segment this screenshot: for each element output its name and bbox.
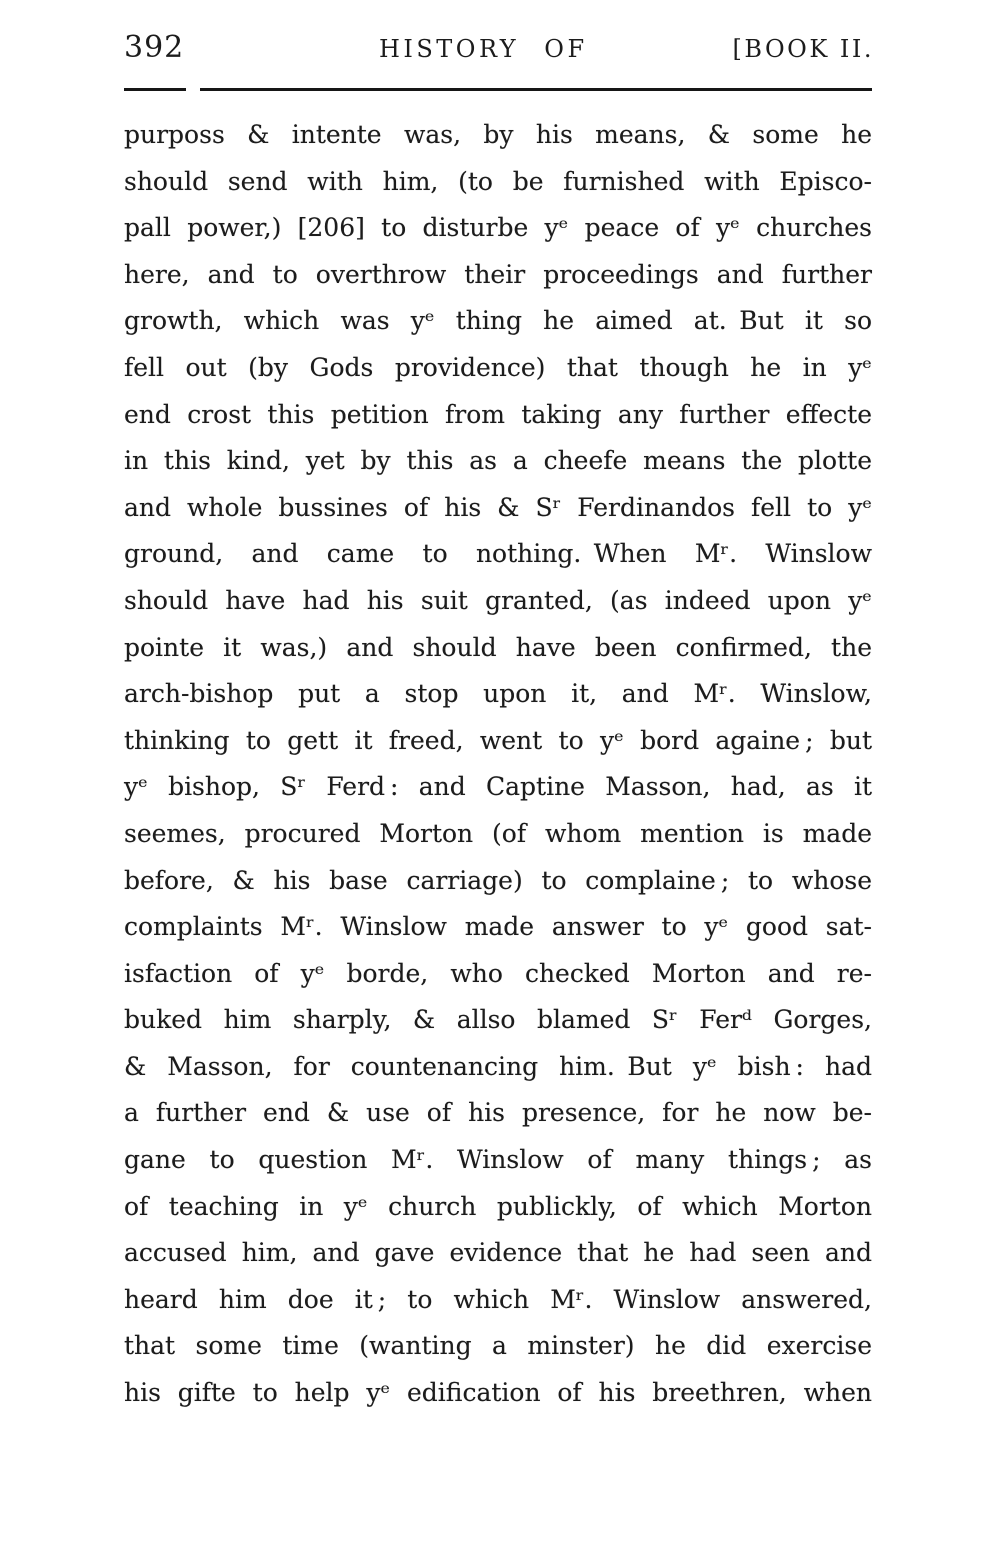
text-line: and whole bussines of his & Sʳ Ferdinandos fell to yᵉ (124, 492, 872, 522)
text-line: seemes, procured Morton (of whom mention is made (124, 818, 872, 848)
book-section-label: [BOOK II. (732, 35, 874, 63)
text-line: isfaction of yᵉ borde, who checked Morton and re- (124, 958, 872, 988)
page-number: 392 (124, 30, 185, 65)
text-line: ground, and came to nothing. When Mʳ. Winslow (124, 539, 872, 569)
header-rule (124, 88, 872, 91)
text-line: fell out (by Gods providence) that though he in yᵉ (124, 352, 872, 382)
text-line: should send with him, (to be furnished with Episco- (124, 166, 872, 196)
text-line: that some time (wanting a minster) he did exercise (124, 1331, 872, 1361)
body-text (124, 112, 872, 1417)
page-header (124, 30, 874, 65)
text-line: a further end & use of his presence, for he now be- (124, 1098, 872, 1128)
text-line: in this kind, yet by this as a cheefe means the plotte (124, 446, 872, 476)
text-line: arch-bishop put a stop upon it, and Mʳ. Winslow, (124, 679, 872, 709)
text-line: buked him sharply, & allso blamed Sʳ Ferᵈ Gorges, (124, 1005, 872, 1035)
text-line: complaints Mʳ. Winslow made answer to yᵉ good sat- (124, 912, 872, 942)
text-line: thinking to gett it freed, went to yᵉ bord againe ; but (124, 725, 872, 755)
text-line: pointe it was,) and should have been confirmed, the (124, 632, 872, 662)
text-line: of teaching in yᵉ church publickly, of which Morton (124, 1191, 872, 1221)
text-line: his gifte to help yᵉ edification of his breethren, when (124, 1378, 872, 1408)
text-line: end crost this petition from taking any further effecte (124, 399, 872, 429)
text-line: growth, which was yᵉ thing he aimed at. But it so (124, 306, 872, 336)
text-line: should have had his suit granted, (as indeed upon yᵉ (124, 585, 872, 615)
text-line: before, & his base carriage) to complaine ; to whose (124, 865, 872, 895)
running-title: HISTORY OF (378, 35, 588, 63)
text-line: purposs & intente was, by his means, & some he (124, 120, 872, 149)
text-line: accused him, and gave evidence that he had seen and (124, 1238, 872, 1268)
text-line: here, and to overthrow their proceedings and further (124, 259, 872, 289)
text-line: gane to question Mʳ. Winslow of many things ; as (124, 1145, 872, 1175)
text-line: heard him doe it ; to which Mʳ. Winslow answered, (124, 1284, 872, 1314)
text-line: pall power,) [206] to disturbe yᵉ peace of yᵉ churches (124, 213, 872, 243)
text-line: yᵉ bishop, Sʳ Ferd : and Captine Masson, had, as it (124, 772, 872, 802)
text-line: & Masson, for countenancing him. But yᵉ bish : had (124, 1051, 872, 1081)
